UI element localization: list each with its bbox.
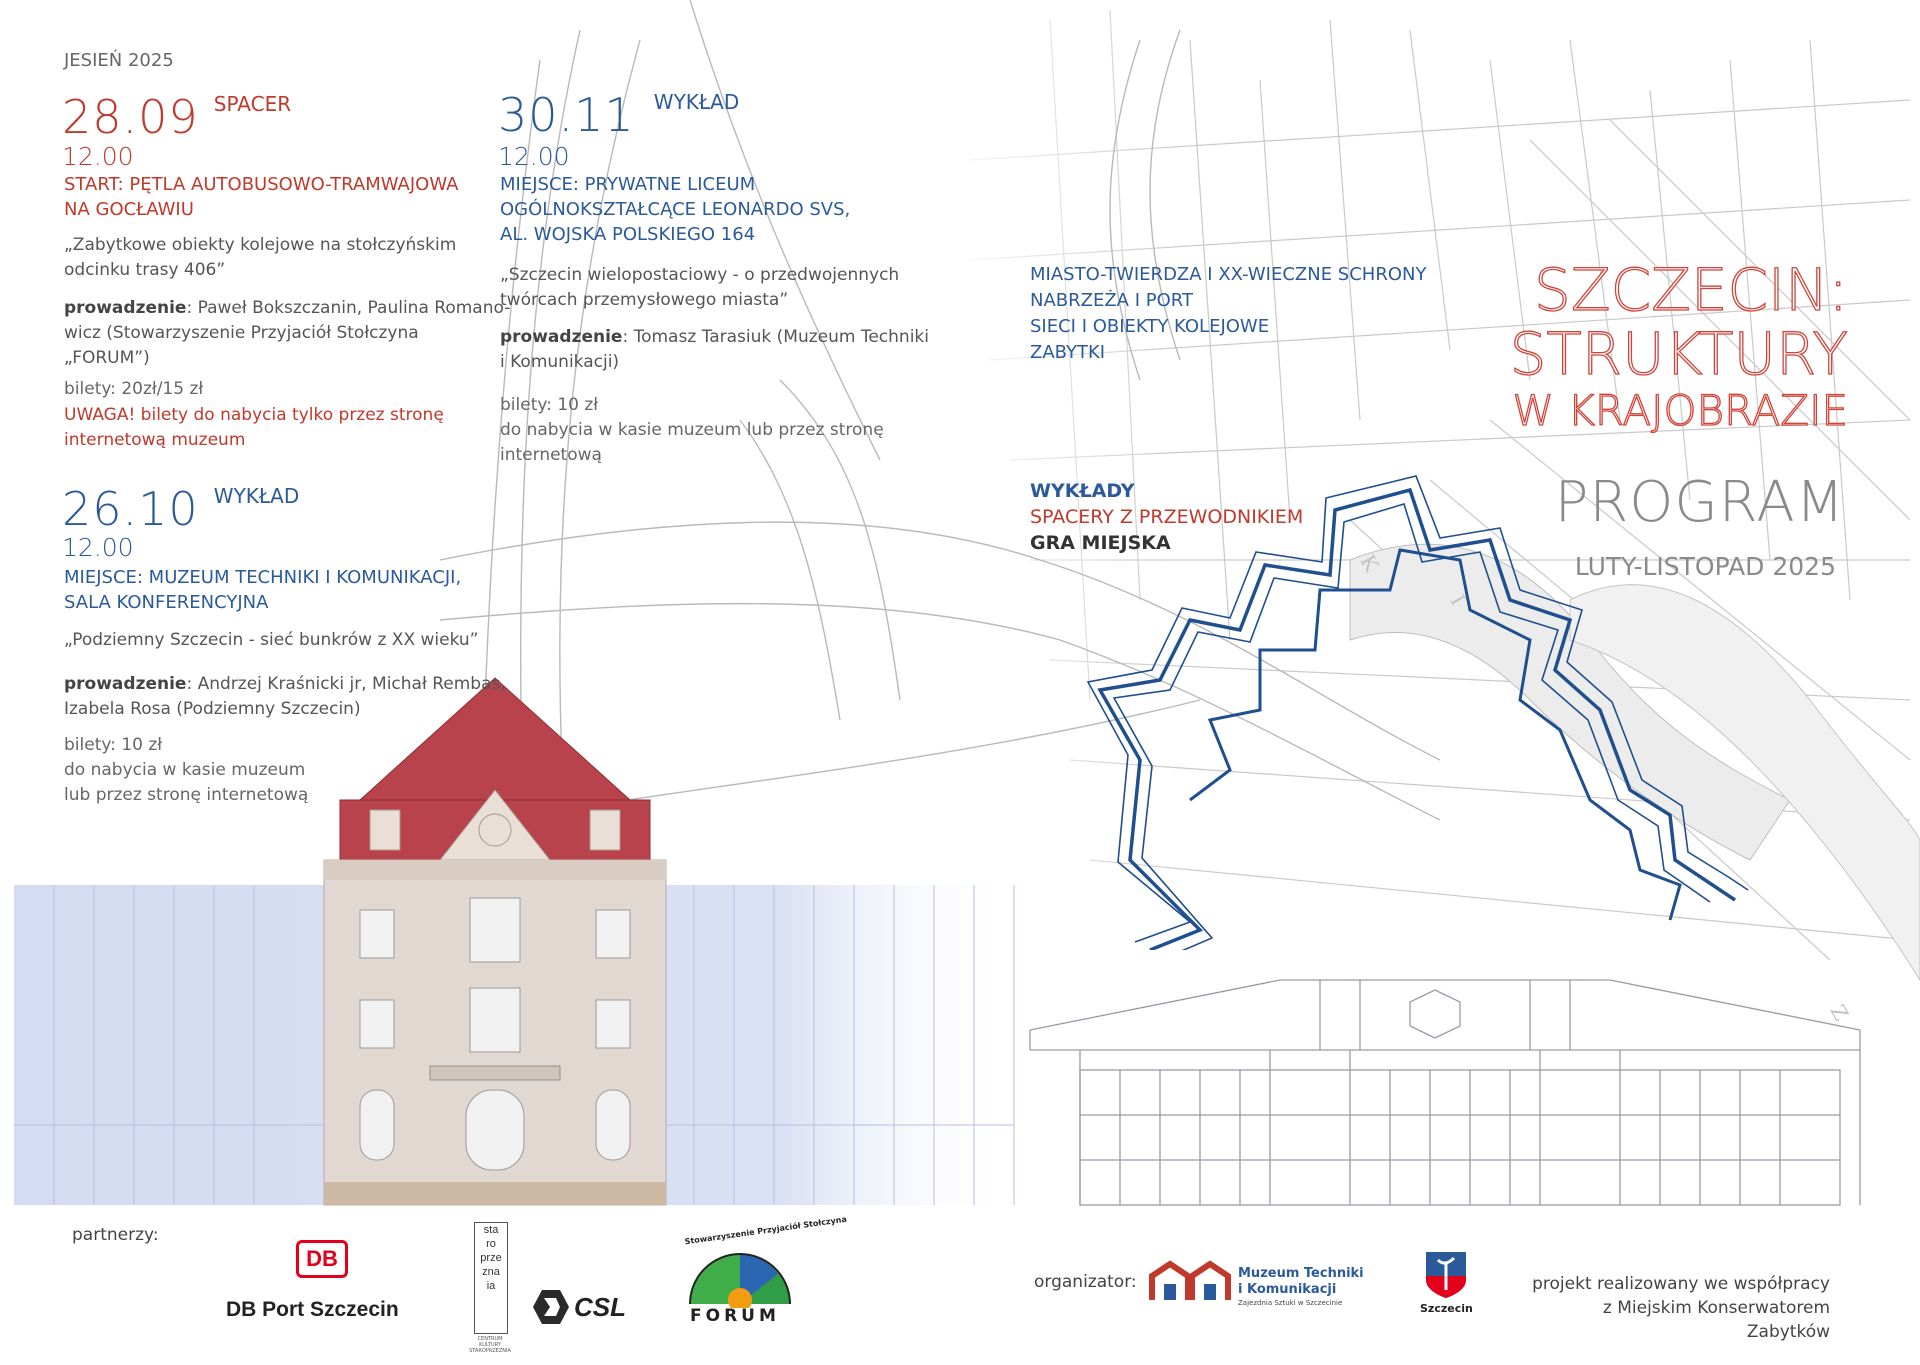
logo-text: zna: [482, 1266, 500, 1278]
csl-logo-icon: [532, 1288, 570, 1326]
event-quote: [64, 233, 456, 283]
event-date: 30.11: [498, 88, 635, 142]
depot-hall: [1020, 940, 1870, 1210]
event-type: WYKŁAD: [213, 484, 300, 508]
quote-line: twórcach przemysłowego miasta”: [500, 290, 789, 310]
lead-line: : Paweł Bokszczanin, Paulina Romano-: [186, 298, 511, 318]
lead-line: i Komunikacji): [500, 352, 620, 372]
quote-line: „Zabytkowe obiekty kolejowe na stołczyńskim: [64, 235, 457, 255]
event-date: 26.10: [62, 482, 199, 536]
lead-label: prowadzenie: [500, 327, 623, 347]
forum-name: FORUM: [690, 1306, 780, 1326]
event-place: [500, 172, 850, 247]
event-note: [64, 403, 444, 453]
topics-list: [1030, 262, 1426, 366]
cooperation-line: z Miejskim Konserwatorem Zabytków: [1602, 1298, 1830, 1342]
event-date: 28.09: [62, 90, 199, 144]
event-quote: „Podziemny Szczecin - sieć bunkrów z XX wieku”: [64, 630, 479, 650]
museum-logo-icon: [1148, 1258, 1232, 1302]
event-1: [62, 90, 291, 144]
museum-name: [1238, 1266, 1364, 1298]
partners-label: partnerzy:: [72, 1225, 159, 1245]
lead-line: : Tomasz Tarasiuk (Muzeum Techniki: [622, 327, 929, 347]
title-line: STRUKTURY: [1509, 320, 1848, 388]
historic-building: [320, 670, 670, 1210]
staroprzeznia-sub: [468, 1336, 512, 1354]
topic-item: NABRZEŻA I PORT: [1030, 290, 1193, 311]
place-line: SALA KONFERENCYJNA: [64, 592, 269, 613]
season-label: JESIEŃ 2025: [64, 50, 174, 71]
event-time: 12.00: [62, 142, 134, 171]
lead-line: „FORUM”): [64, 348, 150, 368]
event-type: WYKŁAD: [653, 90, 740, 114]
szczecin-crest-icon: [1424, 1250, 1468, 1300]
event-time: 12.00: [498, 142, 570, 171]
tickets-line: bilety: 10 zł: [500, 395, 599, 415]
lead-line: wicz (Stowarzyszenie Przyjaciół Stołczyna: [64, 323, 419, 343]
csl-logo-text: CSL: [574, 1292, 626, 1322]
logo-text: prze: [480, 1252, 502, 1264]
event-time: 12.00: [62, 533, 134, 562]
logo-text: ia: [486, 1280, 496, 1292]
program-period: LUTY-LISTOPAD 2025: [1574, 552, 1836, 581]
formats-list: [1030, 478, 1303, 556]
museum-name-line: Muzeum Techniki: [1238, 1266, 1364, 1281]
topic-item: SIECI I OBIEKTY KOLEJOWE: [1030, 316, 1270, 337]
place-line: START: PĘTLA AUTOBUSOWO-TRAMWAJOWA: [64, 174, 459, 195]
tickets-line: do nabycia w kasie muzeum: [64, 760, 306, 780]
event-3: [498, 88, 739, 142]
logo-text: ro: [486, 1238, 496, 1250]
format-item: WYKŁADY: [1030, 480, 1135, 502]
event-lead: [64, 672, 506, 722]
place-line: AL. WOJSKA POLSKIEGO 164: [500, 224, 756, 245]
lead-label: prowadzenie: [64, 674, 187, 694]
museum-sub: Zajezdnia Sztuki w Szczecinie: [1238, 1299, 1343, 1307]
format-item: SPACERY Z PRZEWODNIKIEM: [1030, 506, 1304, 528]
note-line: internetową muzeum: [64, 430, 246, 450]
logo-text: sta: [483, 1224, 499, 1236]
topic-item: ZABYTKI: [1030, 342, 1106, 363]
event-type: SPACER: [213, 92, 292, 116]
szczecin-label: Szczecin: [1420, 1302, 1473, 1315]
tickets-line: lub przez stronę internetową: [64, 785, 309, 805]
forum-logo-icon: [686, 1238, 794, 1308]
event-tickets: [500, 393, 884, 468]
event-2: [62, 482, 299, 536]
museum-name-line: i Komunikacji: [1238, 1282, 1337, 1297]
forum-arc-text: Stowarzyszenie Przyjaciół Stołczyna: [684, 1214, 848, 1247]
main-title: [1388, 258, 1848, 436]
event-quote: [500, 263, 899, 313]
cooperation-line: projekt realizowany we współpracy: [1532, 1274, 1830, 1294]
place-line: OGÓLNOKSZTAŁCĄCE LEONARDO SVS,: [500, 199, 851, 220]
lead-label: prowadzenie: [64, 298, 187, 318]
program-heading: PROGRAM: [1554, 470, 1845, 535]
organizer-label: organizator:: [1034, 1272, 1137, 1292]
event-lead: [64, 296, 510, 371]
db-logo: DB: [296, 1240, 348, 1278]
staroprzeznia-logo: [474, 1222, 508, 1334]
place-line: NA GOCŁAWIU: [64, 199, 194, 220]
topic-item: MIASTO-TWIERDZA I XX-WIECZNE SCHRONY: [1030, 264, 1427, 285]
title-line: SZCZECIN:: [1534, 256, 1848, 324]
event-place: [64, 565, 461, 615]
place-line: MIEJSCE: MUZEUM TECHNIKI I KOMUNIKACJI,: [64, 567, 462, 588]
logo-text: STAROPRZEZNIA: [469, 1348, 511, 1354]
logo-text: CENTRUM: [477, 1336, 503, 1342]
quote-line: odcinku trasy 406”: [64, 260, 226, 280]
cooperation-note: [1530, 1272, 1830, 1344]
tickets-line: do nabycia w kasie muzeum lub przez stronę: [500, 420, 884, 440]
event-place: [64, 172, 458, 222]
tickets-line: bilety: 10 zł: [64, 735, 163, 755]
db-port-name: DB Port Szczecin: [226, 1298, 399, 1321]
title-line: W KRAJOBRAZIE: [1512, 386, 1848, 435]
tickets-line: internetową: [500, 445, 602, 465]
lead-line: Izabela Rosa (Podziemny Szczecin): [64, 699, 361, 719]
place-line: MIEJSCE: PRYWATNE LICEUM: [500, 174, 756, 195]
quote-line: „Szczecin wielopostaciowy - o przedwojennych: [500, 265, 900, 285]
logo-text: KULTURY: [479, 1342, 501, 1348]
note-line: UWAGA! bilety do nabycia tylko przez stronę: [64, 405, 444, 425]
lead-line: : Andrzej Kraśnicki jr, Michał Rembas,: [186, 674, 506, 694]
event-tickets: bilety: 20zł/15 zł: [64, 379, 204, 399]
event-lead: [500, 325, 929, 375]
event-tickets: [64, 733, 308, 808]
format-item: GRA MIEJSKA: [1030, 532, 1171, 554]
